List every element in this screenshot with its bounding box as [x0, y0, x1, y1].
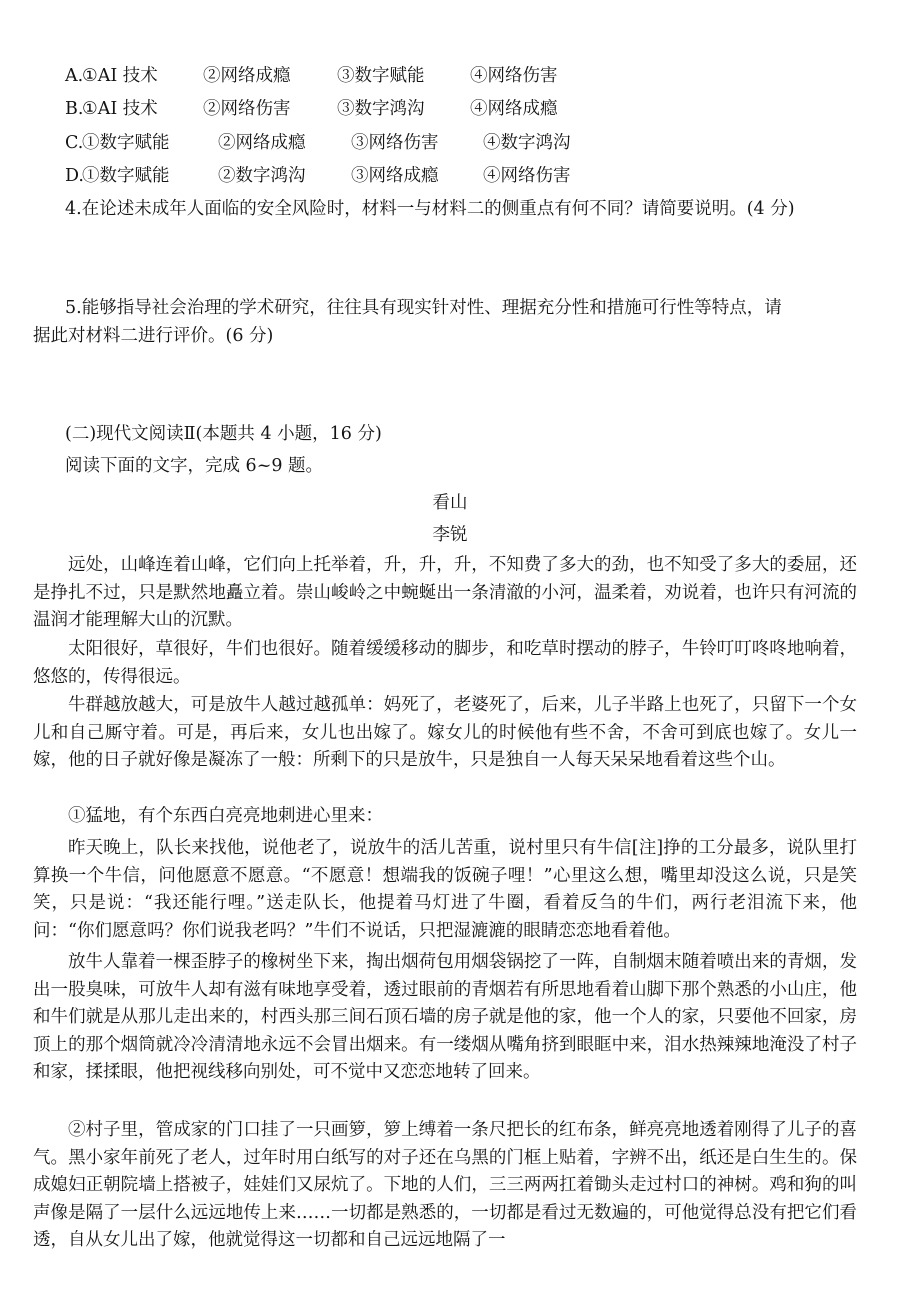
reading-instruction: 阅读下面的文字，完成 6~9 题。 — [65, 456, 324, 476]
option-label: B. — [65, 99, 84, 119]
article-paragraph-7: ②村子里，管成家的门口挂了一只画箩，箩上缚着一条尺把长的红布条，鲜亮亮地透着刚得了儿子的喜气。黑小家年前死了老人，过年时用白纸写的对子还在乌黑的门框上贴着，字辨不出，纸还是白生生的。保成媳妇正朝院墙上搭被子，娃娃们又尿炕了。下地的人们，三三两两扛着锄头走过村口的神树。鸡和狗的叫声像是隔了一层什么远远地传上来……一切都是熟悉的，一切都是看过无数遍的，可他觉得总没有把它们看透，自从女儿出了嫁，他就觉得这一切都和自己远远地隔了一 — [33, 1120, 857, 1250]
option-item: ③数字赋能 — [337, 66, 425, 86]
article-paragraph-3: 牛群越放越大，可是放牛人越过越孤单：妈死了，老婆死了，后来，儿子半路上也死了，只留下一个女儿和自己厮守着。可是，再后来，女儿也出嫁了。嫁女儿的时候他有些不舍，不舍可到底也嫁了。女儿一嫁，他的日子就好像是凝冻了一般：所剩下的只是放牛，只是独自一人每天呆呆地看着这些个山。 — [33, 695, 857, 770]
option-item: ④网络伤害 — [470, 66, 558, 86]
section-heading: (二)现代文阅读Ⅱ(本题共 4 小题，16 分) — [65, 424, 382, 444]
article-paragraph-2: 太阳很好，草很好，牛们也很好。随着缓缓移动的脚步，和吃草时摆动的脖子，牛铃叮叮咚咚地响着，悠悠的，传得很远。 — [33, 639, 857, 687]
option-item: ②数字鸿沟 — [218, 166, 306, 186]
question-4: 4.在论述未成年人面临的安全风险时，材料一与材料二的侧重点有何不同？请简要说明。(4 分) — [65, 199, 795, 219]
option-item: ①数字赋能 — [82, 166, 170, 186]
option-item: ①数字赋能 — [82, 133, 170, 153]
option-item: ④数字鸿沟 — [483, 133, 571, 153]
option-label: D. — [65, 166, 84, 186]
article-paragraph-6: 放牛人靠着一棵歪脖子的橡树坐下来，掏出烟荷包用烟袋锅挖了一阵，自制烟末随着喷出来的青烟，发出一股臭味，可放牛人却有滋有味地享受着，透过眼前的青烟若有所思地看着山脚下那个熟悉的小山庄，他和牛们就是从那儿走出来的，村西头那三间石顶石墙的房子就是他的家，他一个人的家，只要他不回家，房顶上的那个烟筒就冷冷清清地永远不会冒出烟来。有一缕烟从嘴角挤到眼眶中来，泪水热辣辣地淹没了村子和家，揉揉眼，他把视线移向别处，可不觉中又恋恋地转了回来。 — [33, 952, 857, 1082]
question-5-line-2: 据此对材料二进行评价。(6 分) — [33, 326, 274, 346]
option-item: ①AI 技术 — [82, 66, 158, 86]
question-5-line-1: 5.能够指导社会治理的学术研究，往往具有现实针对性、理据充分性和措施可行性等特点，请 — [65, 298, 782, 318]
article-title: 看山 — [432, 493, 468, 513]
article-paragraph-1: 远处，山峰连着山峰，它们向上托举着，升，升，升，不知费了多大的劲，也不知受了多大的委屈，还是挣扎不过，只是默然地矗立着。崇山峻岭之中蜿蜒出一条清澈的小河，温柔着，劝说着，也许只有河流的温润才能理解大山的沉默。 — [33, 555, 857, 630]
option-item: ③网络成瘾 — [351, 166, 439, 186]
option-item: ②网络伤害 — [203, 99, 291, 119]
article-paragraph-5: 昨天晚上，队长来找他，说他老了，说放牛的活儿苦重，说村里只有牛信[注]挣的工分最多，说队里打算换一个牛信，问他愿意不愿意。“不愿意！想端我的饭碗子哩！”心里这么想，嘴里却没这么说，只是笑笑，只是说：“我还能行哩。”送走队长，他提着马灯进了牛圈，看着反刍的牛们，两行老泪流下来，他问：“你们愿意吗？你们说我老吗？”牛们不说话，只把湿漉漉的眼睛恋恋地看着他。 — [33, 838, 857, 941]
option-item: ④网络成瘾 — [470, 99, 558, 119]
option-label: C. — [65, 133, 84, 153]
option-item: ④网络伤害 — [483, 166, 571, 186]
option-item: ③数字鸿沟 — [337, 99, 425, 119]
option-item: ③网络伤害 — [351, 133, 439, 153]
article-paragraph-4: ①猛地，有个东西白亮亮地刺进心里来： — [68, 806, 383, 826]
option-item: ②网络成瘾 — [203, 66, 291, 86]
option-item: ②网络成瘾 — [218, 133, 306, 153]
option-item: ①AI 技术 — [82, 99, 158, 119]
article-author: 李锐 — [432, 525, 468, 545]
option-label: A. — [65, 66, 84, 86]
